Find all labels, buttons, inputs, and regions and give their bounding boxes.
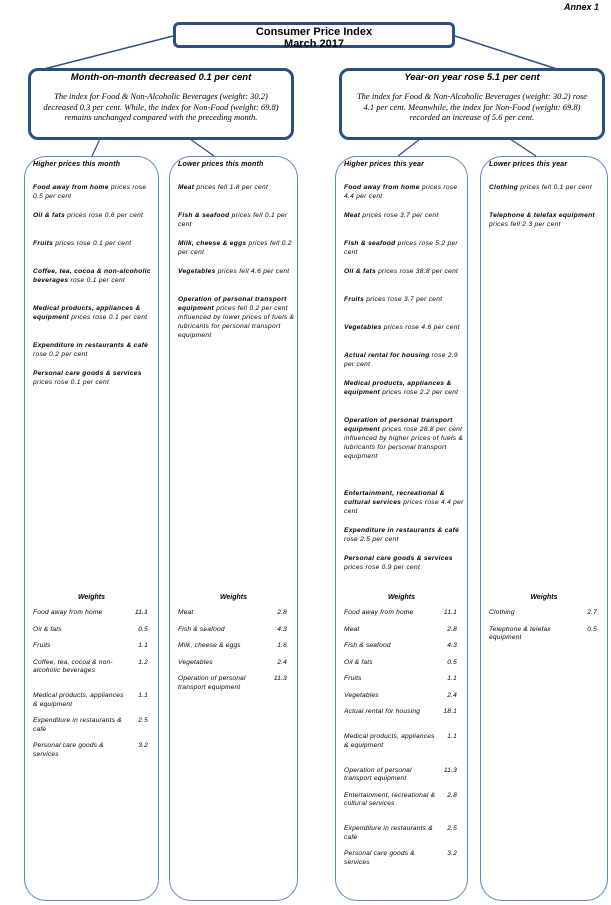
weight-value: 2.4 [447,691,457,699]
yoy-lower-column [480,156,608,901]
weight-label: Oil & fats [344,658,373,666]
item-category: Clothing [489,184,519,191]
price-change-item [344,211,467,220]
price-change-item [344,267,467,276]
mom-lower-weights-title: Weights [219,594,248,601]
price-change-item [178,267,297,276]
yoy-heading: Year-on year rose 5.1 per cent [404,72,540,83]
mom-higher-weights-title: Weights [77,594,106,601]
yoy-header-box [339,68,605,140]
weight-label: Oil & fats [33,625,62,633]
weight-value: 1.1 [138,642,148,649]
item-change: prices rose 28.8 per cent influenced by higher prices of fuels & lubricants for personal transport equipment [344,426,464,460]
weight-label: Fish & seafood [178,625,225,633]
price-change-item [33,369,158,387]
weight-value: 2.5 [138,717,148,724]
item-change: prices fell 2.3 per cent [489,221,561,228]
weight-label: Expenditure in restaurants & café [33,717,122,733]
item-category: Fish & seafood [344,240,396,247]
item-change: rose 2.9 per cent [344,352,458,368]
mom-higher-heading: Higher prices this month [33,161,121,168]
item-category: Expenditure in restaurants & café [344,527,460,534]
price-change-item [178,239,297,257]
price-change-item [344,554,467,572]
price-change-item [344,416,467,461]
item-category: Expenditure in restaurants & café [33,342,149,349]
mom-lower-heading: Lower prices this month [178,161,264,168]
price-change-item [344,351,467,369]
weight-label: Entertainment, recreational & cultural services [344,791,436,807]
yoy-higher-weights-title: Weights [387,594,416,601]
weight-label: Vegetables [178,658,213,666]
weight-value: 3.2 [138,742,148,749]
weight-label: Expenditure in restaurants & café [344,825,433,841]
weight-label: Meat [344,625,360,633]
mom-lower-column [169,156,298,901]
weight-label: Fruits [344,675,362,682]
item-change: rose 0.2 per cent [33,351,88,358]
item-change: prices rose 0.5 per cent [33,184,147,200]
item-change: prices rose 4.6 per cent [383,324,460,331]
weight-label: Milk, cheese & eggs [178,642,241,649]
item-change: prices fell 0.2 per cent influenced by lower prices of fuels & lubricants for personal transport equipment [178,305,295,339]
item-category: Food away from home [33,184,109,191]
page-subtitle: March 2017 [284,38,344,50]
price-change-item [344,526,467,544]
weight-label: Telephone & telefax equipment [489,625,551,641]
weight-value: 2.7 [587,609,597,616]
item-category: Operation of personal transport equipment [344,417,453,433]
page-title: Consumer Price Index [255,26,373,38]
item-change: prices fell 0.1 per cent [178,212,288,228]
weight-label: Clothing [489,609,515,616]
weight-label: Medical products, appliances & equipment [33,692,124,708]
weight-value: 4.3 [447,642,457,649]
weight-value: 11.3 [273,675,287,682]
weight-value: 11.1 [443,609,457,616]
item-category: Personal care goods & services [344,555,453,562]
mom-higher-column [24,156,159,901]
weight-label: Food away from home [344,609,414,616]
mom-header-box [28,68,294,140]
price-change-item [489,211,607,229]
yoy-lower-heading: Lower prices this year [489,161,568,168]
weight-value: 1.1 [138,692,148,699]
title-box [173,22,455,48]
item-category: Actual rental for housing [344,352,430,359]
item-category: Coffee, tea, cocoa & non-alcoholic beverages [33,268,151,284]
weight-value: 3.2 [447,850,457,857]
item-change: prices rose 0.1 per cent [71,314,148,321]
item-category: Food away from home [344,184,420,191]
item-category: Telephone & telefax equipment [489,212,595,219]
price-change-item [178,295,297,340]
item-category: Medical products, appliances & equipment [33,305,141,321]
item-category: Oil & fats [33,212,65,219]
weight-value: 1.1 [447,675,457,682]
weight-label: Personal care goods & services [344,850,415,866]
item-change: prices rose 3.7 per cent [366,296,443,303]
mom-heading: Month-on-month decreased 0.1 per cent [70,72,252,83]
item-change: rose 0.1 per cent [70,277,126,284]
price-change-item [344,323,467,332]
item-change: prices rose 0.1 per cent [33,379,110,386]
price-change-item [33,341,158,359]
item-category: Oil & fats [344,268,376,275]
item-change: prices rose 0.1 per cent [55,240,132,247]
item-category: Fruits [33,240,54,247]
item-category: Vegetables [178,268,216,275]
price-change-item [344,489,467,516]
mom-description: The index for Food & Non-Alcoholic Beverages (weight: 30.2) decreased 0.3 per cent. While, the index for Non-Food (weight: 69.8) remains unchanged compared with the preceding month. [43,91,279,122]
weight-value: 0.5 [587,625,597,633]
item-change: prices rose 0.6 per cent [67,212,144,219]
weight-value: 18.1 [443,708,457,715]
price-change-item [33,267,158,285]
price-change-item [178,211,297,229]
weight-value: 0.5 [447,658,457,666]
item-change: prices fell 0.2 per cent [178,240,292,256]
price-change-item [33,211,158,220]
annex-label: Annex 1 [563,2,599,12]
weight-value: 4.3 [277,625,287,633]
weight-value: 1.6 [277,642,287,649]
item-category: Operation of personal transport equipment [178,296,287,312]
weight-value: 11.3 [443,766,457,774]
price-change-item [489,183,607,192]
item-change: prices fell 1.8 per cent [196,184,269,191]
item-category: Fruits [344,296,365,303]
weight-value: 2.4 [277,658,287,666]
item-change: prices rose 5.2 per cent [344,240,458,256]
yoy-description: The index for Food & Non-Alcoholic Beverages (weight: 30.2) rose 4.1 per cent. Meanwhile, the index for Non-Food (weight: 69.8) recorded an increase of 5.6 per cent. [356,91,588,122]
weight-value: 1.1 [447,733,457,740]
item-change: rose 2.5 per cent [344,536,399,543]
item-change: prices rose 4.4 per cent [344,499,464,515]
item-category: Vegetables [344,324,382,331]
weight-value: 0.5 [138,625,148,633]
yoy-lower-weights-title: Weights [530,594,558,601]
item-category: Fish & seafood [178,212,230,219]
weight-label: Operation of personal transport equipment [178,675,246,691]
yoy-higher-column [335,156,468,901]
weight-label: Food away from home [33,609,103,616]
item-category: Meat [178,184,195,191]
weight-label: Vegetables [344,691,379,699]
weight-label: Actual rental for housing [344,708,421,715]
price-change-item [344,239,467,257]
item-category: Entertainment, recreational & cultural services [344,490,445,506]
price-change-item [344,379,467,397]
item-category: Milk, cheese & eggs [178,240,247,247]
item-change: prices fell 0.1 per cent [520,184,592,191]
weight-value: 2.5 [447,825,457,832]
price-change-item [33,183,158,201]
weight-label: Personal care goods & services [33,742,104,758]
weight-value: 2.8 [447,791,457,799]
weight-label: Fish & seafood [344,642,391,649]
price-change-item [344,295,467,304]
item-change: prices fell 4.6 per cent [217,268,290,275]
item-category: Medical products, appliances & equipment [344,380,452,396]
weight-label: Fruits [33,642,51,649]
item-category: Meat [344,212,361,219]
item-change: prices rose 4.4 per cent [344,184,458,200]
weight-value: 11.1 [134,609,148,616]
item-change: prices rose 2.2 per cent [382,389,459,396]
weight-value: 2.8 [447,625,457,633]
weight-label: Medical products, appliances & equipment [344,733,435,749]
price-change-item [178,183,297,192]
weight-label: Meat [178,609,194,616]
price-change-item [33,239,158,248]
weight-label: Operation of personal transport equipment [344,766,412,782]
weight-value: 2.8 [277,609,287,616]
item-change: prices rose 0.9 per cent [344,564,421,571]
item-change: prices rose 38.8 per cent [378,268,459,275]
yoy-higher-heading: Higher prices this year [344,161,425,168]
item-change: prices rose 3.7 per cent [362,212,439,219]
price-change-item [33,304,158,322]
weight-value: 1.2 [138,658,148,666]
price-change-item [344,183,467,201]
weight-label: Coffee, tea, cocoa & non-alcoholic beverages [33,658,113,674]
item-category: Personal care goods & services [33,370,142,377]
